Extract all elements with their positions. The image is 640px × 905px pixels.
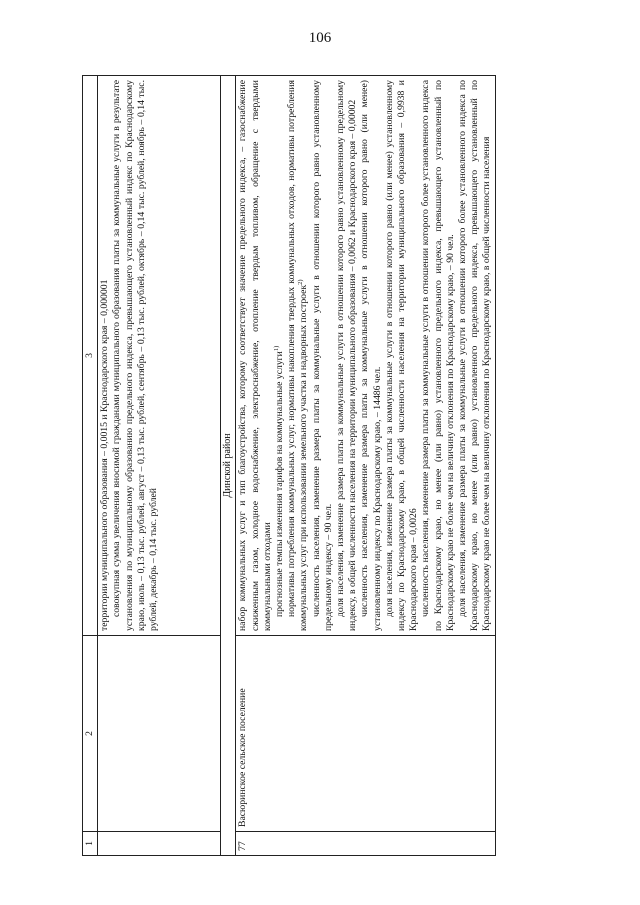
row-paragraph: [359, 80, 383, 631]
table-row: [236, 76, 495, 856]
row-paragraph-text: прогнозные темпы изменения тарифов на коммунальные услуги: [274, 351, 286, 617]
header-col-2: 2: [83, 636, 98, 832]
footnote-marker: 1): [272, 345, 280, 352]
continuation-paragraph: территории муниципального образования – 0,0015 и Краснодарского края – 0,000001: [99, 279, 111, 631]
data-table: [82, 75, 496, 856]
row-paragraph-text: доля населения, изменение размера платы за коммунальные услуги в отношении которого равно установленному предельному индексу, в общей численности населения на территории муниципального образования – 0,0062 и Краснодарского края – 0,00002: [335, 80, 359, 631]
row-paragraph-text: доля населения, изменение размера платы за коммунальные услуги в отношении которого равно (или менее) установленному индексу по Краснодарскому краю, в общей численности населения на территории муниципального образования – 0,9938 и Краснодарского края – 0,0026: [383, 80, 420, 631]
rotated-landscape-page: [82, 76, 562, 856]
row-paragraph: [237, 80, 274, 631]
row-text-cell: [236, 76, 495, 636]
continuation-row: [98, 76, 221, 856]
table-header-row: [83, 76, 98, 856]
row-paragraph: [384, 80, 421, 631]
row-paragraph: [335, 80, 359, 631]
row-paragraph: [457, 80, 494, 631]
header-col-1: 1: [83, 832, 98, 856]
district-row: [221, 76, 236, 856]
row-paragraph-text: набор коммунальных услуг и тип благоустройства, которому соответствует значение предельного индекса, – газоснабжение сжиженным газом, холодное водоснабжение, электроснабжение, отопление твердым топливом, обращение с твердыми коммунальными отходами: [237, 80, 273, 631]
row-paragraph: [286, 80, 310, 631]
row-paragraph-text: численность населения, изменение размера платы за коммунальные услуги в отношении которого более установленного индекса по Краснодарскому краю, но менее (или равно) установленного предельного индекса, превышающего установленный по Краснодарскому краю не более чем на величину отклонения по Краснодарскому краю, – 90 чел.: [420, 80, 456, 631]
page-number: 106: [308, 30, 332, 46]
continuation-text-cell: [98, 76, 221, 636]
row-number: 77: [236, 832, 495, 856]
row-paragraph: [420, 80, 457, 631]
continuation-number-cell: [98, 832, 221, 856]
continuation-settlement-cell: [98, 636, 221, 832]
row-paragraph: [311, 80, 335, 631]
continuation-paragraph: совокупная сумма увеличения вносимой гражданами муниципального образования платы за коммунальные услуги в результате установления по муниципальному образованию предельного индекса, превышающего установленный индекс по Краснодарскому краю, июль – 0,13 тыс. рублей, август – 0,13 тыс. рублей, сентябрь – 0,13 тыс. рублей, октябрь – 0,14 тыс. рублей, ноябрь – 0,14 тыс. рублей, декабрь – 0,14 тыс. рублей: [111, 80, 160, 631]
footnote-marker: 2): [297, 279, 305, 285]
header-col-3: 3: [83, 76, 98, 636]
row-paragraph-text: численность населения, изменение размера платы за коммунальные услуги в отношении которого равно установленному предельному индексу – 90 чел.: [310, 80, 334, 631]
row-paragraph-text: численность населения, изменение размера платы за коммунальные услуги в отношении которого равно (или менее) установленному индексу по Краснодарскому краю, – 14486 чел.: [359, 80, 383, 631]
row-paragraph: [274, 80, 286, 631]
settlement-name: Васюринское сельское поселение: [236, 636, 495, 832]
row-paragraph-text: нормативы потребления коммунальных услуг, нормативы накопления твердых коммунальных отходов, нормативы потребления коммунальных услуг при использовании земельного участка и надворных построек: [286, 80, 310, 631]
row-paragraph-text: доля населения, изменение размера платы за коммунальные услуги в отношении которого более установленного индекса по Краснодарскому краю, но менее (или равно) установленного предельного индекса, превышающего установленный по Краснодарскому краю не более чем на величину отклонения по Краснодарскому краю, в общей численности населения: [457, 80, 493, 631]
district-name: Динской район: [221, 76, 236, 856]
